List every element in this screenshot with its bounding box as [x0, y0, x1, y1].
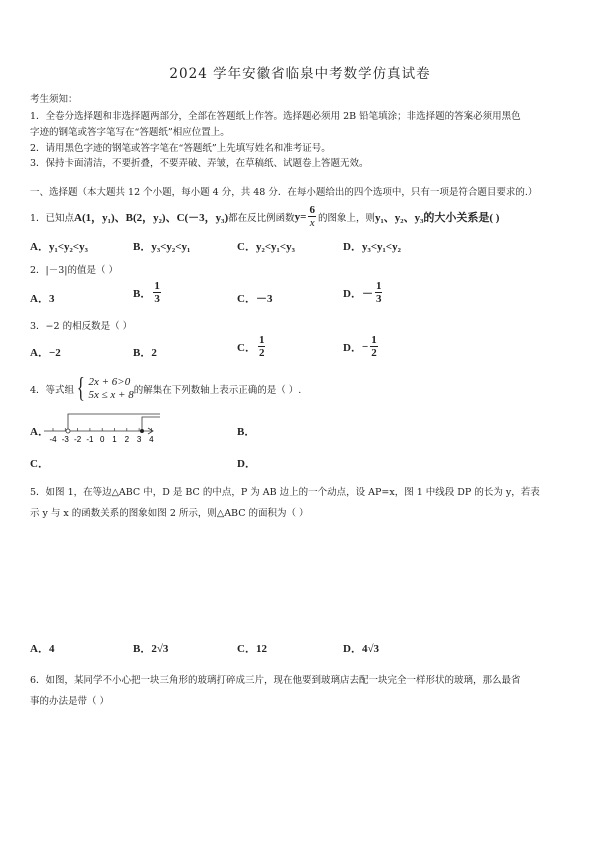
q4-prefix: 4．等式组 — [30, 385, 75, 396]
option-label: A． — [30, 293, 49, 305]
q2-option-a[interactable] — [30, 290, 54, 306]
page-title: 2024 学年安徽省临泉中考数学仿真试卷 — [169, 66, 431, 82]
solution-bracket-2 — [142, 417, 160, 431]
fraction — [375, 280, 383, 305]
option-label: D． — [343, 287, 362, 300]
option-value: 4√3 — [361, 643, 379, 655]
q3-option-d[interactable] — [343, 334, 380, 359]
option-value: −2 — [48, 347, 61, 359]
question-4 — [30, 375, 301, 403]
option-label: A． — [30, 643, 49, 655]
option-value: 2 — [151, 347, 157, 359]
q3-option-c[interactable] — [237, 334, 267, 359]
axis-tick-label: 4 — [149, 435, 154, 444]
minus-sign: － — [361, 287, 373, 300]
q4-option-a[interactable]: A． — [30, 426, 49, 438]
q1-mid: 都在反比例函数 — [228, 212, 295, 224]
axis-tick-label: 3 — [136, 435, 142, 444]
axis-tick-label: 0 — [99, 435, 105, 444]
notice-heading: 考生须知： — [30, 94, 78, 105]
q1-points: A(1，y₁)、B(2，y₂)、C(－3，y₃) — [74, 211, 229, 224]
denominator: 2 — [371, 347, 377, 359]
option-label: C． — [237, 341, 256, 354]
axis-tick-label: -4 — [49, 435, 57, 444]
option-value: 4 — [48, 643, 55, 655]
q1-suffix: 的图象上，则 — [317, 212, 375, 224]
question-1 — [30, 204, 499, 229]
q1-option-d[interactable]: D．y₃<y₁<y₂ — [343, 241, 401, 253]
minus-sign: − — [361, 340, 369, 353]
inequality-1: 2x + 6>0 — [88, 376, 131, 388]
numerator: 1 — [375, 280, 382, 292]
numerator: 1 — [154, 280, 160, 292]
number-line — [40, 413, 160, 445]
open-circle — [66, 429, 70, 433]
q1-option-a[interactable]: A．y₁<y₂<y₃ — [30, 241, 88, 253]
denominator: 2 — [258, 347, 265, 359]
axis-tick-label: -2 — [74, 435, 82, 444]
brace: { — [76, 373, 85, 404]
option-value: －3 — [255, 293, 273, 305]
question-6-line-1: 6．如图，某同学不小心把一块三角形的玻璃打碎成三片，现在他要到玻璃店去配一块完全一样形状的玻璃，那么最省 — [30, 675, 521, 686]
notice-item: 3．保持卡面清洁，不要折叠，不要弄破、弄皱，在草稿纸、试题卷上答题无效。 — [30, 158, 369, 169]
option-label: B． — [133, 347, 152, 359]
option-label: B． — [133, 287, 152, 300]
numerator: 6 — [309, 204, 315, 216]
option-value: 2√3 — [151, 643, 169, 655]
axis-tick-label: 2 — [124, 435, 130, 444]
option-value: 12 — [255, 643, 267, 655]
question-5-line-2: 示 y 与 x 的函数关系的图象如图 2 所示，则△ABC 的面积为（ ） — [30, 508, 309, 519]
denominator: 3 — [375, 293, 382, 305]
q2-option-d[interactable] — [343, 280, 384, 305]
inequality-2: 5x ≤ x + 8 — [88, 389, 134, 401]
q1-option-c[interactable]: C．y₂<y₁<y₃ — [237, 241, 295, 253]
option-label: D． — [343, 643, 362, 655]
option-label: D． — [343, 341, 362, 354]
q5-option-b[interactable] — [133, 640, 168, 656]
q1-prefix: 1．已知点 — [30, 212, 75, 224]
section-heading: 一、选择题（本大题共 12 个小题，每小题 4 分，共 48 分．在每小题给出的四个选项中，只有一项是符合题目要求的.） — [30, 187, 538, 198]
axis-tick-label: -3 — [61, 435, 69, 444]
q1-option-b[interactable]: B．y₃<y₂<y₁ — [133, 241, 191, 253]
option-value: 3 — [48, 293, 55, 305]
q4-suffix: 的解集在下列数轴上表示正确的是（ ）. — [133, 385, 302, 396]
q1-end: 的大小关系是( ) — [423, 211, 500, 224]
solution-bracket-1 — [68, 414, 160, 431]
q4-option-c[interactable]: C． — [30, 458, 49, 470]
axis-tick-label: -1 — [86, 435, 94, 444]
question-5-line-1: 5．如图 1，在等边△ABC 中，D 是 BC 的中点，P 为 AB 边上的一个动点，设 AP=x，图 1 中线段 DP 的长为 y，若表 — [30, 487, 540, 498]
fraction — [153, 280, 161, 305]
question-3: 3．−2 的相反数是（ ） — [30, 321, 133, 332]
q4-option-d[interactable]: D． — [237, 458, 256, 470]
numerator: 1 — [258, 334, 265, 346]
q2-option-b[interactable] — [133, 280, 163, 305]
q1-func-lhs: y= — [294, 210, 307, 223]
axis-tick-label: 1 — [112, 435, 117, 444]
inequality-system — [74, 375, 134, 403]
option-label: C． — [237, 643, 256, 655]
question-6-line-2: 事的办法是带（ ） — [30, 696, 110, 707]
q5-option-c[interactable] — [237, 640, 267, 656]
q3-option-a[interactable] — [30, 344, 61, 360]
fraction — [370, 334, 378, 359]
notice-item: 2．请用黑色字迹的钢笔或答字笔在“答题纸”上先填写姓名和准考证号。 — [30, 143, 331, 154]
fraction — [258, 334, 266, 359]
notice-item: 1．全卷分选择题和非选择题两部分，全部在答题纸上作答。选择题必须用 2B 铅笔填涂；非选择题的答案必须用黑色 — [30, 111, 521, 122]
notice-item: 字迹的钢笔或答字笔写在“答题纸”相应位置上。 — [30, 127, 230, 138]
q4-option-b[interactable]: B． — [237, 426, 256, 438]
option-label: C． — [237, 293, 256, 305]
numerator: 1 — [371, 334, 377, 346]
question-2: 2．|－3|的值是（ ） — [30, 265, 119, 276]
q1-fraction — [308, 204, 316, 229]
q5-option-d[interactable] — [343, 640, 379, 656]
denominator: 3 — [154, 293, 160, 305]
q3-option-b[interactable] — [133, 344, 157, 360]
q1-vars: y₁、y₂、y₃ — [374, 211, 424, 224]
q2-option-c[interactable] — [237, 290, 272, 306]
q5-option-a[interactable] — [30, 640, 54, 656]
filled-dot — [140, 429, 144, 433]
denominator: x — [309, 217, 315, 229]
option-label: B． — [133, 643, 152, 655]
option-label: A． — [30, 347, 49, 359]
